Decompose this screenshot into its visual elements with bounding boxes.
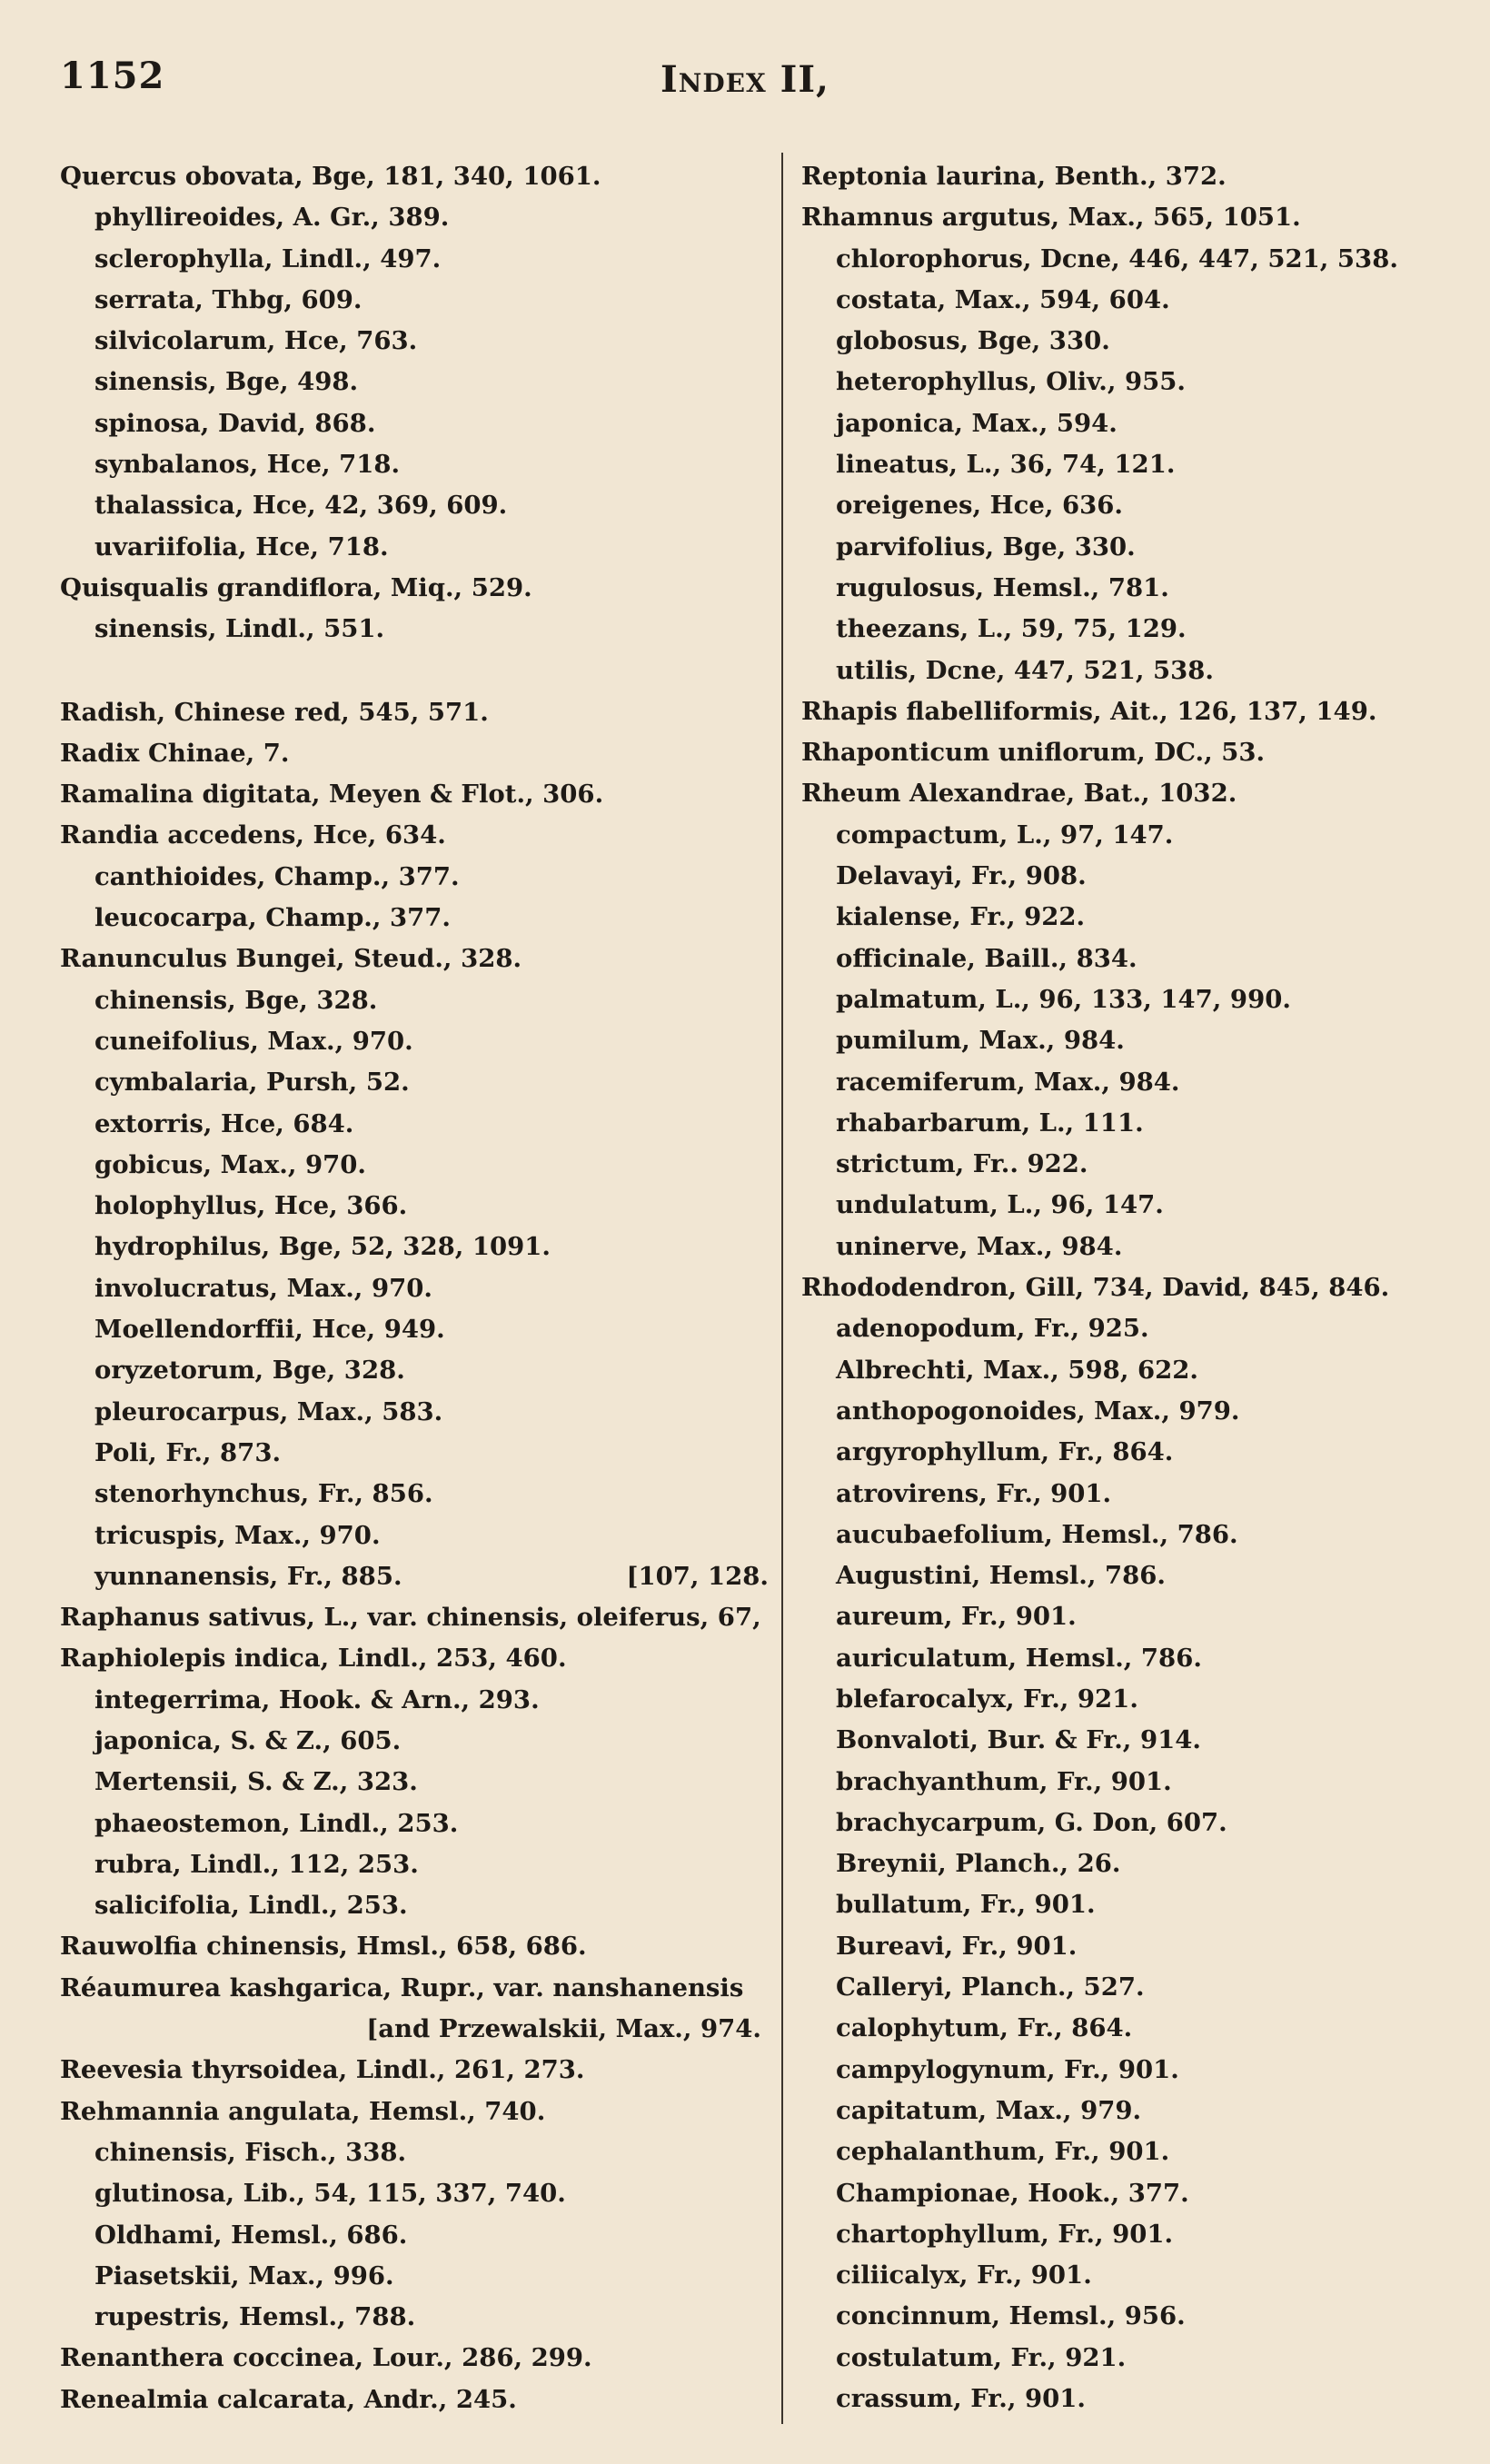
index-subentry	[60, 239, 769, 280]
entry-text: bullatum, Fr., 901.	[836, 1890, 1096, 1920]
entry-text: phaeostemon, Lindl., 253.	[94, 1808, 459, 1838]
index-entry	[801, 732, 1455, 773]
index-subentry	[801, 2338, 1455, 2379]
index-entry	[60, 1638, 769, 1679]
entry-text: Renanthera coccinea, Lour., 286, 299.	[60, 2343, 592, 2373]
index-entry	[60, 774, 769, 815]
entry-text: extorris, Hce, 684.	[94, 1108, 354, 1138]
index-subentry	[60, 280, 769, 321]
entry-text: cephalanthum, Fr., 901.	[836, 2137, 1170, 2167]
entry-text: costulatum, Fr., 921.	[836, 2342, 1127, 2372]
index-entry	[60, 692, 769, 733]
index-subentry	[60, 321, 769, 362]
entry-text: leucocarpa, Champ., 377.	[94, 903, 451, 933]
index-subentry	[60, 1474, 769, 1515]
index-entry	[60, 733, 769, 774]
entry-text: aureum, Fr., 901.	[836, 1602, 1077, 1632]
page-title: Index II,	[661, 58, 829, 101]
entry-text: Raphiolepis indica, Lindl., 253, 460.	[60, 1644, 567, 1674]
index-subentry	[801, 1227, 1455, 1267]
index-subentry	[801, 815, 1455, 856]
entry-text: lineatus, L., 36, 74, 121.	[836, 450, 1176, 480]
entry-text: costata, Max., 594, 604.	[836, 284, 1170, 314]
entry-text: Mertensii, S. & Z., 323.	[94, 1767, 418, 1797]
entry-text: utilis, Dcne, 447, 521, 538.	[836, 655, 1214, 685]
entry-text: rhabarbarum, L., 111.	[836, 1108, 1144, 1138]
index-subentry	[801, 609, 1455, 650]
entry-text: Renealmia calcarata, Andr., 245.	[60, 2384, 517, 2414]
index-subentry	[801, 1062, 1455, 1103]
entry-text: compactum, L., 97, 147.	[836, 820, 1174, 849]
entry-text: Rehmannia angulata, Hemsl., 740.	[60, 2096, 546, 2126]
entry-text: crassum, Fr., 901.	[836, 2384, 1086, 2414]
index-subentry	[801, 1020, 1455, 1061]
entry-text: Bureavi, Fr., 901.	[836, 1931, 1078, 1961]
entry-text: aucubaefolium, Hemsl., 786.	[836, 1519, 1238, 1549]
index-subentry	[60, 1145, 769, 1186]
index-entry	[60, 2091, 769, 2132]
entry-text: cymbalaria, Pursh, 52.	[94, 1068, 410, 1098]
entry-text: Ramalina digitata, Meyen & Flot., 306.	[60, 780, 604, 810]
entry-text: Moellendorffii, Hce, 949.	[94, 1315, 445, 1345]
index-subentry	[801, 527, 1455, 568]
index-subentry	[60, 1885, 769, 1926]
index-subentry	[801, 280, 1455, 321]
entry-text: synbalanos, Hce, 718.	[94, 450, 401, 480]
entry-text: brachyanthum, Fr., 901.	[836, 1766, 1172, 1796]
index-subentry	[801, 1638, 1455, 1679]
entry-text: yunnanensis, Fr., 885.	[94, 1561, 402, 1591]
entry-text: cuneifolius, Max., 970.	[94, 1026, 413, 1056]
entry-text: salicifolia, Lindl., 253.	[94, 1891, 408, 1921]
index-subentry	[801, 1596, 1455, 1637]
index-subentry	[801, 2131, 1455, 2172]
entry-text: Reptonia laurina, Benth., 372.	[801, 162, 1227, 191]
index-subentry	[801, 856, 1455, 897]
entry-text: sinensis, Bge, 498.	[94, 367, 359, 397]
index-entry	[60, 2338, 769, 2379]
entry-text: glutinosa, Lib., 54, 115, 337, 740.	[94, 2179, 566, 2209]
index-subentry	[60, 362, 769, 402]
entry-text: Reevesia thyrsoidea, Lindl., 261, 273.	[60, 2055, 585, 2085]
entry-text: atrovirens, Fr., 901.	[836, 1478, 1112, 1508]
entry-text: heterophyllus, Oliv., 955.	[836, 367, 1186, 397]
index-subentry	[60, 1350, 769, 1391]
entry-text: Championae, Hook., 377.	[836, 2178, 1189, 2208]
index-subentry	[60, 444, 769, 485]
index-subentry	[60, 1433, 769, 1474]
entry-text: hydrophilus, Bge, 52, 328, 1091.	[94, 1232, 551, 1262]
index-subentry	[801, 979, 1455, 1020]
index-subentry	[801, 1555, 1455, 1596]
index-subentry	[60, 2173, 769, 2214]
index-entry	[801, 197, 1455, 238]
entry-text: Raphanus sativus, L., var. chinensis, oleiferus, 67,	[60, 1603, 761, 1633]
index-subentry	[801, 2379, 1455, 2419]
index-entry	[60, 1926, 769, 1967]
entry-text: Quercus obovata, Bge, 181, 340, 1061.	[60, 162, 601, 191]
index-subentry	[801, 2008, 1455, 2049]
index-subentry	[60, 1062, 769, 1103]
entry-text: sclerophylla, Lindl., 497.	[94, 243, 442, 273]
index-subentry	[60, 1803, 769, 1844]
entry-text: gobicus, Max., 970.	[94, 1149, 366, 1179]
index-subentry	[801, 403, 1455, 444]
index-subentry	[60, 1762, 769, 1803]
index-subentry	[801, 1843, 1455, 1884]
index-entry	[60, 2009, 769, 2050]
index-entry	[801, 156, 1455, 197]
entry-text: serrata, Thbg, 609.	[94, 284, 363, 314]
entry-text: Quisqualis grandiflora, Miq., 529.	[60, 572, 532, 602]
index-subentry	[60, 1556, 769, 1597]
index-subentry	[801, 1308, 1455, 1349]
entry-text: tricuspis, Max., 970.	[94, 1520, 381, 1550]
entry-text: Poli, Fr., 873.	[94, 1437, 282, 1467]
index-entry	[801, 691, 1455, 732]
index-subentry	[60, 2132, 769, 2173]
index-subentry	[60, 1268, 769, 1309]
entry-text: Réaumurea kashgarica, Rupr., var. nanshanensis	[60, 1972, 744, 2002]
index-subentry	[801, 568, 1455, 609]
entry-text: canthioides, Champ., 377.	[94, 861, 460, 891]
entry-text: phyllireoides, A. Gr., 389.	[94, 203, 450, 233]
entry-text: undulatum, L., 96, 147.	[836, 1190, 1164, 1220]
index-entry	[60, 815, 769, 856]
entry-text: thalassica, Hce, 42, 369, 609.	[94, 491, 508, 521]
entry-text: adenopodum, Fr., 925.	[836, 1314, 1149, 1344]
index-subentry	[60, 1186, 769, 1227]
index-subentry	[801, 1720, 1455, 1761]
index-subentry	[801, 2050, 1455, 2091]
entry-text: Rauwolfia chinensis, Hmsl., 658, 686.	[60, 1932, 587, 1962]
index-subentry	[801, 1432, 1455, 1473]
entry-text: pumilum, Max., 984.	[836, 1026, 1125, 1056]
index-subentry	[801, 939, 1455, 979]
entry-text: chartophyllum, Fr., 901.	[836, 2219, 1174, 2249]
index-subentry	[801, 1762, 1455, 1803]
index-entry	[60, 1597, 769, 1638]
entry-text: oreigenes, Hce, 636.	[836, 491, 1123, 521]
entry-text: Albrechti, Max., 598, 622.	[836, 1355, 1198, 1385]
index-subentry	[801, 1884, 1455, 1925]
index-subentry	[801, 1103, 1455, 1144]
index-entry	[60, 568, 769, 609]
index-subentry	[801, 1350, 1455, 1391]
entry-text: strictum, Fr.. 922.	[836, 1149, 1088, 1179]
index-subentry	[60, 1309, 769, 1350]
entry-text: Rhapis flabelliformis, Ait., 126, 137, 149.	[801, 696, 1377, 726]
entry-text: parvifolius, Bge, 330.	[836, 532, 1136, 561]
entry-text: japonica, S. & Z., 605.	[94, 1725, 402, 1755]
index-subentry	[60, 1021, 769, 1062]
entry-text: ciliicalyx, Fr., 901.	[836, 2260, 1092, 2290]
index-subentry	[801, 2214, 1455, 2255]
entry-text: japonica, Max., 594.	[836, 408, 1118, 438]
entry-text: racemiferum, Max., 984.	[836, 1067, 1180, 1097]
entry-text: chlorophorus, Dcne, 446, 447, 521, 538.	[836, 243, 1398, 273]
index-subentry	[60, 1844, 769, 1885]
entry-text: silvicolarum, Hce, 763.	[94, 326, 418, 356]
right-column	[801, 156, 1455, 2419]
entry-text: campylogynum, Fr., 901.	[836, 2054, 1179, 2084]
index-subentry	[801, 1926, 1455, 1967]
entry-text: pleurocarpus, Max., 583.	[94, 1396, 443, 1426]
index-subentry	[60, 1721, 769, 1762]
entry-text: Rheum Alexandrae, Bat., 1032.	[801, 779, 1237, 809]
index-entry	[60, 2050, 769, 2091]
entry-text: auriculatum, Hemsl., 786.	[836, 1643, 1202, 1673]
index-subentry	[801, 2296, 1455, 2337]
index-entry	[801, 773, 1455, 814]
index-subentry	[801, 1967, 1455, 2008]
entry-text: Oldhami, Hemsl., 686.	[94, 2220, 408, 2250]
entry-text: kialense, Fr., 922.	[836, 902, 1086, 932]
entry-text: officinale, Baill., 834.	[836, 943, 1137, 973]
index-subentry	[60, 1680, 769, 1721]
index-subentry	[60, 898, 769, 939]
entry-text: calophytum, Fr., 864.	[836, 2013, 1133, 2043]
index-subentry	[801, 1185, 1455, 1226]
entry-text: brachycarpum, G. Don, 607.	[836, 1807, 1227, 1837]
index-subentry	[801, 485, 1455, 526]
index-subentry	[801, 1474, 1455, 1515]
index-subentry	[801, 897, 1455, 938]
entry-text: Rhododendron, Gill, 734, David, 845, 846.	[801, 1273, 1390, 1303]
entry-continuation-note: [107, 128.	[626, 1561, 769, 1591]
entry-text: Breynii, Planch., 26.	[836, 1849, 1121, 1879]
index-subentry	[801, 239, 1455, 280]
entry-text: sinensis, Lindl., 551.	[94, 614, 385, 644]
index-subentry	[60, 485, 769, 526]
index-subentry	[60, 1104, 769, 1145]
entry-text: rupestris, Hemsl., 788.	[94, 2302, 416, 2332]
index-entry	[60, 939, 769, 979]
index-subentry	[60, 2256, 769, 2297]
index-subentry	[60, 2297, 769, 2338]
entry-text: Piasetskii, Max., 996.	[94, 2260, 394, 2290]
left-column	[60, 156, 769, 2420]
index-subentry	[801, 321, 1455, 362]
entry-text: oryzetorum, Bge, 328.	[94, 1356, 405, 1386]
index-subentry	[801, 1144, 1455, 1185]
index-subentry	[60, 2215, 769, 2256]
index-entry	[60, 1968, 769, 2009]
entry-text: argyrophyllum, Fr., 864.	[836, 1437, 1174, 1467]
index-subentry	[801, 651, 1455, 691]
index-subentry	[801, 444, 1455, 485]
entry-text: anthopogonoides, Max., 979.	[836, 1396, 1240, 1426]
index-subentry	[801, 1391, 1455, 1432]
index-subentry	[801, 2091, 1455, 2131]
index-subentry	[60, 1227, 769, 1267]
index-subentry	[801, 1679, 1455, 1720]
entry-text: Rhaponticum uniflorum, DC., 53.	[801, 738, 1266, 768]
index-subentry	[801, 1803, 1455, 1843]
entry-text: theezans, L., 59, 75, 129.	[836, 614, 1187, 644]
index-entry	[60, 2380, 769, 2420]
entry-text: palmatum, L., 96, 133, 147, 990.	[836, 984, 1291, 1014]
index-subentry	[60, 1392, 769, 1433]
entry-text: Randia accedens, Hce, 634.	[60, 820, 446, 850]
index-subentry	[801, 362, 1455, 402]
entry-text: spinosa, David, 868.	[94, 408, 376, 438]
entry-text: Bonvaloti, Bur. & Fr., 914.	[836, 1725, 1201, 1755]
entry-text: [and Przewalskii, Max., 974.	[366, 2014, 761, 2044]
entry-text: involucratus, Max., 970.	[94, 1273, 432, 1303]
index-subentry	[60, 609, 769, 650]
index-subentry	[60, 527, 769, 568]
entry-text: concinnum, Hemsl., 956.	[836, 2301, 1186, 2331]
index-subentry	[801, 2255, 1455, 2296]
entry-text: integerrima, Hook. & Arn., 293.	[94, 1684, 540, 1714]
entry-text: chinensis, Bge, 328.	[94, 985, 378, 1015]
entry-text: capitatum, Max., 979.	[836, 2095, 1142, 2125]
index-subentry	[60, 197, 769, 238]
entry-text: Radix Chinae, 7.	[60, 738, 290, 768]
index-subentry	[60, 857, 769, 898]
entry-text: Ranunculus Bungei, Steud., 328.	[60, 944, 522, 974]
entry-text: globosus, Bge, 330.	[836, 326, 1110, 356]
entry-text: holophyllus, Hce, 366.	[94, 1191, 408, 1221]
column-divider	[781, 153, 783, 2424]
entry-text: blefarocalyx, Fr., 921.	[836, 1684, 1138, 1714]
page-number: 1152	[60, 55, 165, 97]
index-entry	[801, 1267, 1455, 1308]
index-subentry	[801, 2173, 1455, 2214]
entry-text: chinensis, Fisch., 338.	[94, 2137, 407, 2167]
entry-text: stenorhynchus, Fr., 856.	[94, 1479, 433, 1509]
entry-text: rugulosus, Hemsl., 781.	[836, 572, 1169, 602]
entry-text: uninerve, Max., 984.	[836, 1231, 1123, 1261]
entry-text: rubra, Lindl., 112, 253.	[94, 1849, 419, 1879]
entry-text: Delavayi, Fr., 908.	[836, 861, 1087, 891]
index-subentry	[60, 403, 769, 444]
entry-text: Calleryi, Planch., 527.	[836, 1972, 1145, 2002]
entry-text: Radish, Chinese red, 545, 571.	[60, 697, 489, 727]
index-subentry	[60, 980, 769, 1021]
index-entry	[60, 156, 769, 197]
entry-text: Rhamnus argutus, Max., 565, 1051.	[801, 203, 1301, 233]
index-subentry	[801, 1515, 1455, 1555]
entry-text: uvariifolia, Hce, 718.	[94, 532, 389, 561]
entry-text: Augustini, Hemsl., 786.	[836, 1561, 1166, 1591]
index-subentry	[60, 1515, 769, 1556]
